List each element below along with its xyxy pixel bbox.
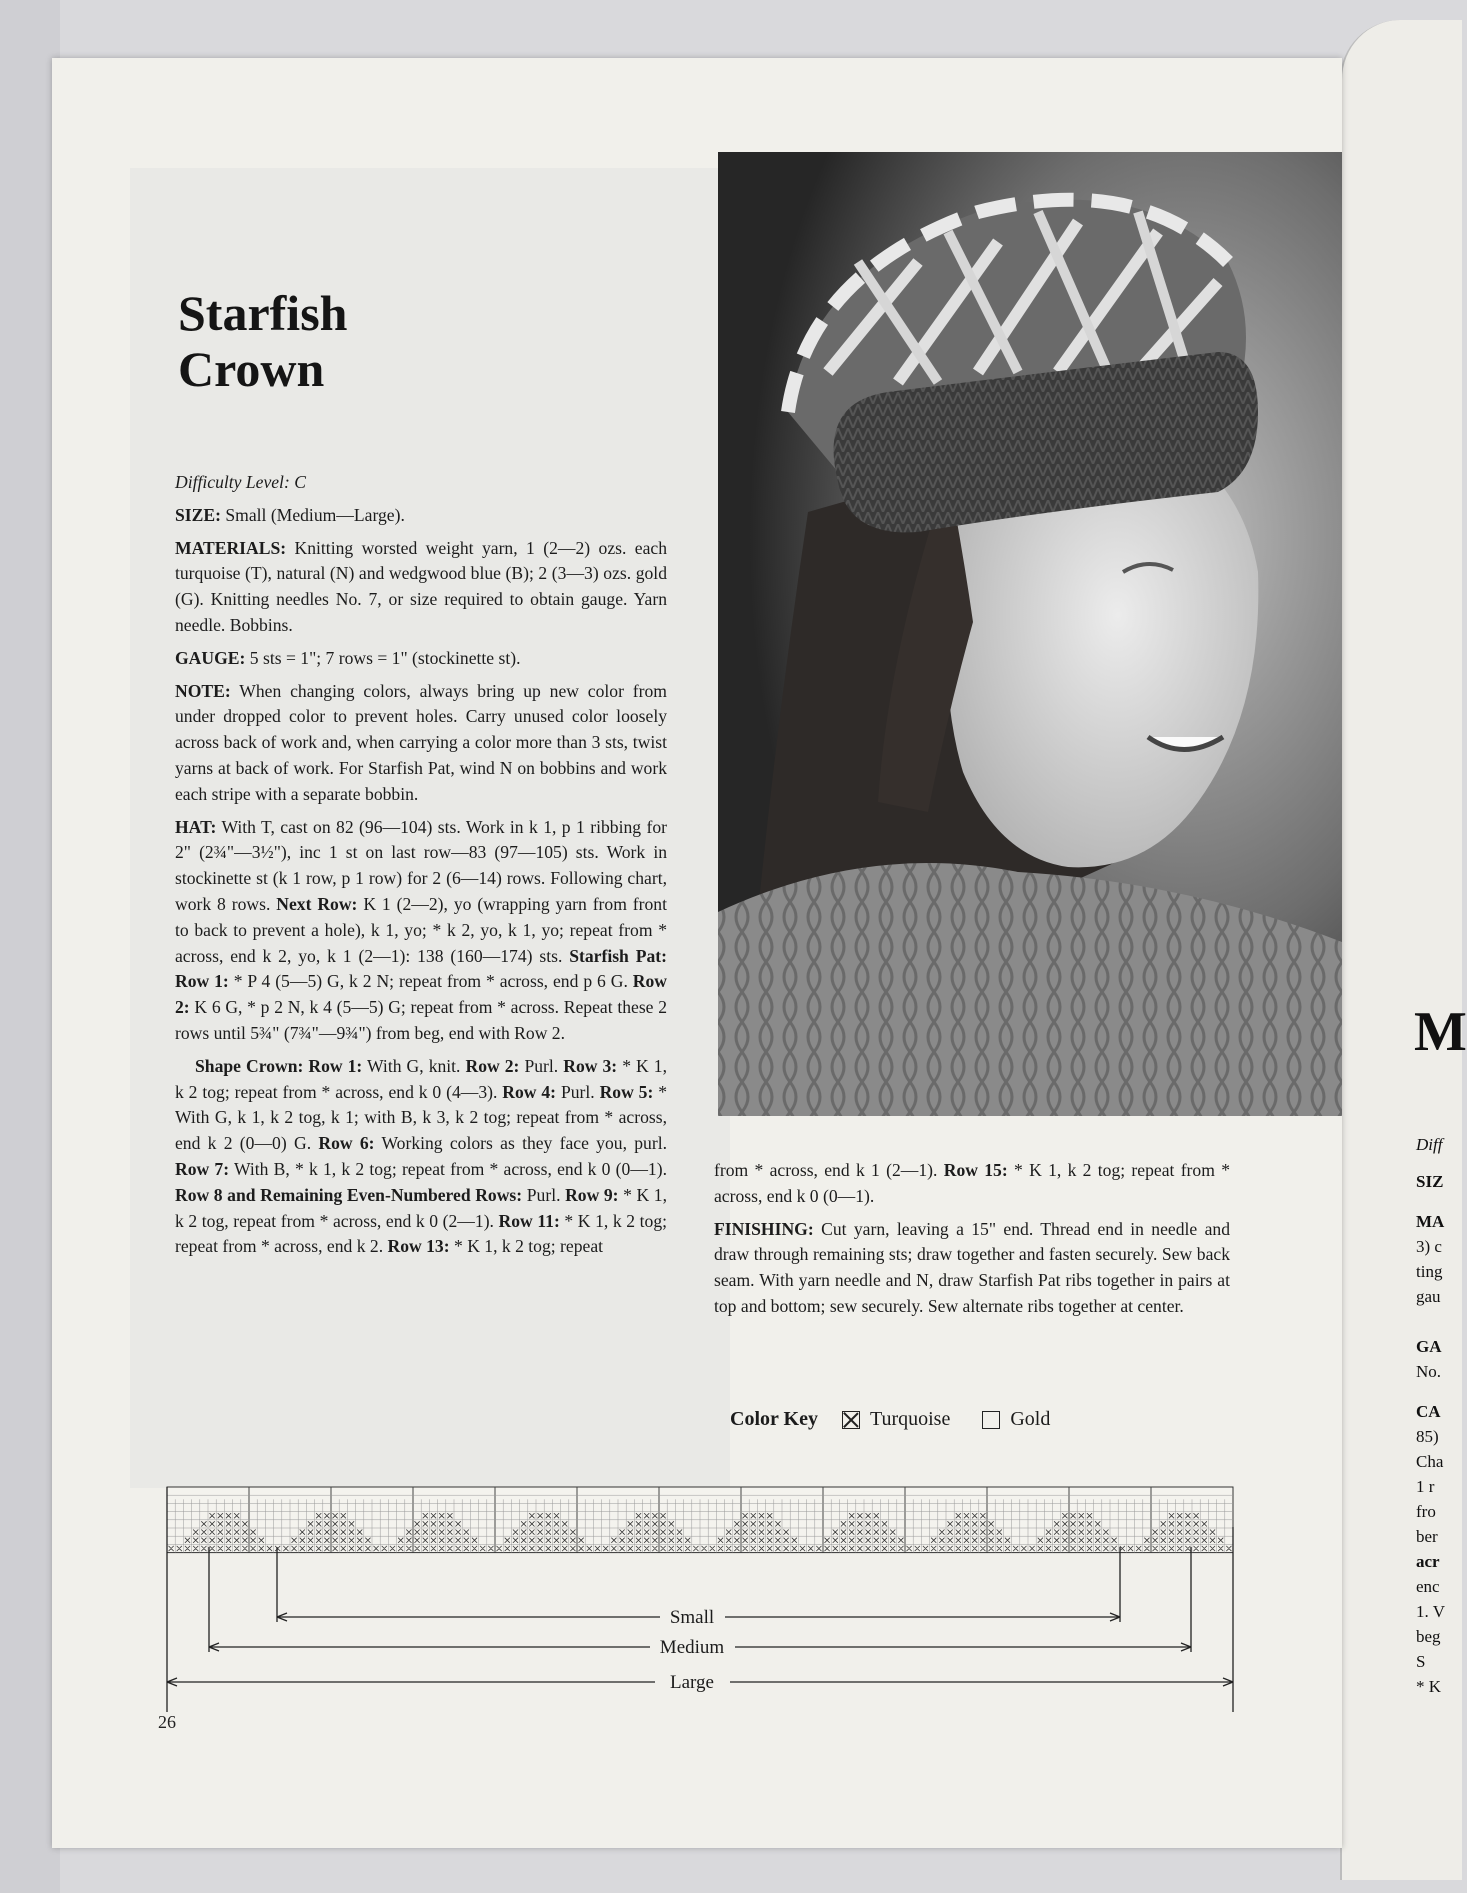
page-number: 26 (158, 1712, 176, 1732)
knitting-chart (165, 1487, 1240, 1722)
background-left (0, 0, 60, 1893)
hat-section: HAT: With T, cast on 82 (96—104) sts. Work in k 1, p 1 ribbing for 2" (2¾"—3½"), inc 1 st on last row—83 (97—105) sts. Work in stockinette st (k 1 row, p 1 row) for 2 (6—14) rows. Following chart, work 8 rows. Next Row: K 1 (2—2), yo (wrapping yarn from front to back to prevent a hole), k 1, yo; * k 2, yo, k 1, yo; repeat from * across, end k 2, yo, k 1 (2—1): 138 (160—174) sts. Starfish Pat: Row 1: * P 4 (5—5) G, k 2 N; repeat from * across, end p 6 G. Row 2: K 6 G, * p 2 N, k 4 (5—5) G; repeat from * across. Repeat these 2 rows until 5¾" (7¾"—9¾") from beg, end with Row 2. (175, 816, 668, 1043)
next-page-fragment: GA (1416, 1337, 1442, 1356)
materials-section: MATERIALS: Knitting worsted weight yarn, 1 (2—2) ozs. each turquoise (T), natural (N) and wedgwood blue (B); 2 (3—3) ozs. gold (G). Knitting needles No. 7, or size required to obtain gauge. Yarn needle. Bobbins. (175, 537, 667, 635)
next-page-fragment: acr (1416, 1552, 1440, 1571)
note-section: NOTE: When changing colors, always bring up new color from under dropped color to prevent holes. Carry unused color loosely across back of work and, when carrying a color more than 3 sts, twist yarns at back of work. For Starfish Pat, wind N on bobbins and work each stripe with a separate bobbin. (175, 680, 667, 804)
chart-label-small: Small (669, 1607, 715, 1628)
crown-section: Shape Crown: Row 1: With G, knit. Row 2: Purl. Row 3: * K 1, k 2 tog; repeat from * across, end k 0 (4—3). Row 4: Purl. Row 5: * With G, k 1, k 2 tog, k 1; with B, k 3, k 2 tog; repeat from * across, end k 2 (0—0) G. Row 6: Working colors as they face you, purl. Row 7: With B, * k 1, k 2 tog; repeat from * across, end k 0 (0—1). Row 8 and Remaining Even-Numbered Rows: Purl. Row 9: * K 1, k 2 tog, repeat from * across, end k 0 (2—1). Row 11: * K 1, k 2 tog; repeat from * across, end k 2. Row 13: * K 1, k 2 tog; repeat (175, 1055, 668, 1257)
next-page-fragment: No. (1416, 1362, 1442, 1381)
chart-label-medium: Medium (659, 1637, 725, 1658)
next-page-fragment: 1. V (1416, 1602, 1445, 1621)
next-page-fragment: ber (1416, 1527, 1438, 1546)
next-page-fragment: 3) c (1416, 1237, 1442, 1256)
next-page-fragment: ting (1416, 1262, 1443, 1281)
next-page-fragment: MA (1416, 1212, 1445, 1231)
left-column (175, 470, 667, 1267)
page-title: Starfish Crown (178, 285, 348, 397)
next-page-edge (1340, 20, 1467, 1880)
gold-swatch-icon (982, 1411, 1000, 1429)
next-page-heading: M (1414, 1001, 1467, 1063)
right-column (714, 1158, 1230, 1327)
next-page-fragment: beg (1416, 1627, 1441, 1646)
color-key (730, 1408, 1050, 1431)
next-page-fragment: gau (1416, 1287, 1441, 1306)
crown-continued: from * across, end k 1 (2—1). Row 15: * K 1, k 2 tog; repeat from * across, end k 0 (0—1). (714, 1160, 1230, 1206)
finishing-section: FINISHING: Cut yarn, leaving a 15" end. Thread end in needle and draw through remaining sts; draw together and fasten securely. Sew back seam. With yarn needle and N, draw Starfish Pat ribs together in pairs at top and bottom; sew securely. Sew alternate ribs together at center. (714, 1218, 1230, 1316)
next-page-fragment: Cha (1416, 1452, 1444, 1471)
next-page-fragment: enc (1416, 1577, 1440, 1596)
photo-girl-in-hat (718, 152, 1342, 1116)
difficulty: Difficulty Level: C (175, 472, 306, 492)
size-section: SIZE: Small (Medium—Large). (175, 504, 405, 525)
next-page-fragment: * K (1416, 1677, 1442, 1696)
next-page-fragment: 1 r (1416, 1477, 1435, 1496)
next-page-fragment: S (1416, 1652, 1426, 1671)
turquoise-swatch-icon (842, 1411, 860, 1429)
next-page-fragment: fro (1416, 1502, 1436, 1521)
gauge-section: GAUGE: 5 sts = 1"; 7 rows = 1" (stockinette st). (175, 647, 521, 668)
color-key-gold: Gold (1010, 1408, 1051, 1430)
next-page-fragment: Diff (1416, 1135, 1443, 1154)
chart-label-large: Large (670, 1672, 714, 1693)
color-key-turquoise: Turquoise (869, 1408, 951, 1430)
color-key-label: Color Key (730, 1408, 818, 1430)
next-page-fragment: CA (1416, 1402, 1441, 1421)
next-page-fragment: SIZ (1416, 1172, 1444, 1191)
next-page-fragment: 85) (1416, 1427, 1439, 1446)
